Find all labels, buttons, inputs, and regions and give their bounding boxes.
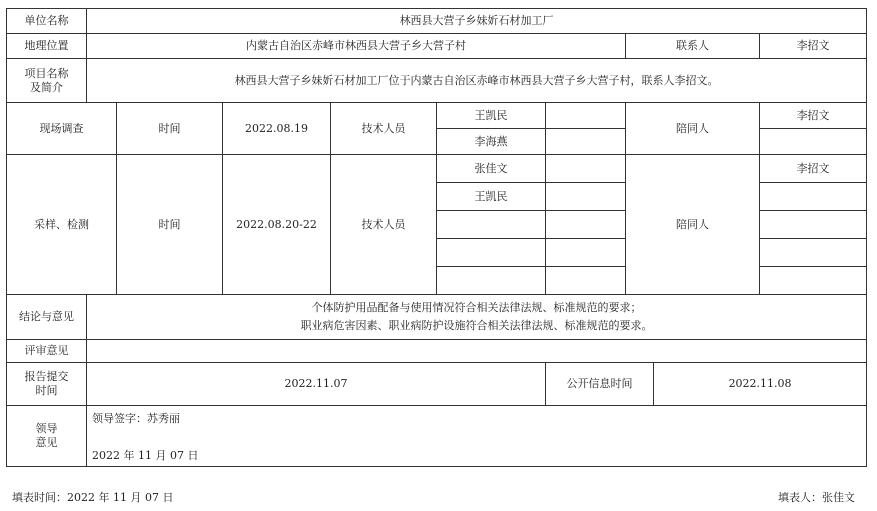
row-sampling-1 (7, 155, 867, 183)
row-unit-name (7, 9, 867, 34)
sampling-accompany-4 (760, 239, 867, 267)
fill-time: 填表时间：2022 年 11 月 07 日 (12, 491, 174, 504)
row-location (7, 34, 867, 59)
report-label-line2: 时间 (35, 384, 58, 397)
site-survey-tech-2: 李海燕 (437, 129, 546, 155)
leader-opinion-cell (87, 406, 867, 467)
row-review (7, 340, 867, 363)
report-label-line1: 报告提交 (24, 370, 69, 383)
conclusion-line2: 职业病危害因素、职业病防护设施符合相关法律法规、标准规范的要求。 (300, 319, 653, 332)
unit-name-value: 林西县大营子乡妹妡石材加工厂 (87, 9, 867, 34)
sampling-accompany-1: 李招文 (760, 155, 867, 183)
leader-label-line1: 领导 (35, 422, 58, 435)
sampling-tech-5 (437, 267, 546, 295)
sampling-tech-label: 技术人员 (331, 155, 437, 295)
sampling-accompany-2 (760, 183, 867, 211)
sampling-tech-3 (437, 211, 546, 239)
location-value: 内蒙古自治区赤峰市林西县大营子乡大营子村 (87, 34, 626, 59)
sampling-accompany-5 (760, 267, 867, 295)
conclusion-label: 结论与意见 (7, 295, 87, 340)
sampling-blank-2 (546, 183, 626, 211)
report-label (7, 363, 87, 406)
site-survey-label: 现场调查 (7, 103, 117, 155)
public-date: 2022.11.08 (654, 363, 867, 406)
site-survey-blank-2 (546, 129, 626, 155)
sampling-blank-5 (546, 267, 626, 295)
sampling-label: 采样、检测 (7, 155, 117, 295)
sampling-tech-4 (437, 239, 546, 267)
report-date: 2022.11.07 (87, 363, 546, 406)
site-survey-accompany-label: 陪同人 (626, 103, 760, 155)
site-survey-time-label: 时间 (117, 103, 223, 155)
leader-label (7, 406, 87, 467)
conclusion-line1: 个体防护用品配备与使用情况符合相关法律法规、标准规范的要求； (311, 301, 642, 314)
site-survey-tech-label: 技术人员 (331, 103, 437, 155)
review-label: 评审意见 (7, 340, 87, 363)
site-survey-accompany-1: 李招文 (760, 103, 867, 129)
project-label-line1: 项目名称 (24, 66, 69, 80)
review-value (87, 340, 867, 363)
filler: 填表人：张佳文 (778, 491, 855, 504)
leader-signature: 领导签字：苏秀丽 (92, 412, 180, 425)
public-time-label: 公开信息时间 (546, 363, 654, 406)
row-site-survey-1 (7, 103, 867, 129)
sampling-tech-1: 张佳文 (437, 155, 546, 183)
project-intro-value: 林西县大营子乡妹妡石材加工厂位于内蒙古自治区赤峰市林西县大营子乡大营子村，联系人李招文。 (87, 59, 867, 103)
sampling-date: 2022.08.20-22 (223, 155, 331, 295)
contact-value: 李招文 (760, 34, 867, 59)
sampling-blank-1 (546, 155, 626, 183)
sampling-time-label: 时间 (117, 155, 223, 295)
info-form-table (6, 8, 867, 467)
row-leader (7, 406, 867, 467)
leader-date: 2022 年 11 月 07 日 (92, 449, 199, 462)
contact-label: 联系人 (626, 34, 760, 59)
row-report-time (7, 363, 867, 406)
location-label: 地理位置 (7, 34, 87, 59)
project-label (7, 59, 87, 103)
site-survey-accompany-2 (760, 129, 867, 155)
sampling-tech-2: 王凯民 (437, 183, 546, 211)
leader-label-line2: 意见 (35, 436, 58, 449)
unit-name-label: 单位名称 (7, 9, 87, 34)
sampling-blank-3 (546, 211, 626, 239)
sampling-accompany-label: 陪同人 (626, 155, 760, 295)
site-survey-tech-1: 王凯民 (437, 103, 546, 129)
site-survey-date: 2022.08.19 (223, 103, 331, 155)
site-survey-blank-1 (546, 103, 626, 129)
sampling-blank-4 (546, 239, 626, 267)
conclusion-value (87, 295, 867, 340)
project-label-line2: 及简介 (30, 80, 63, 94)
row-project (7, 59, 867, 103)
row-conclusion (7, 295, 867, 340)
sampling-accompany-3 (760, 211, 867, 239)
